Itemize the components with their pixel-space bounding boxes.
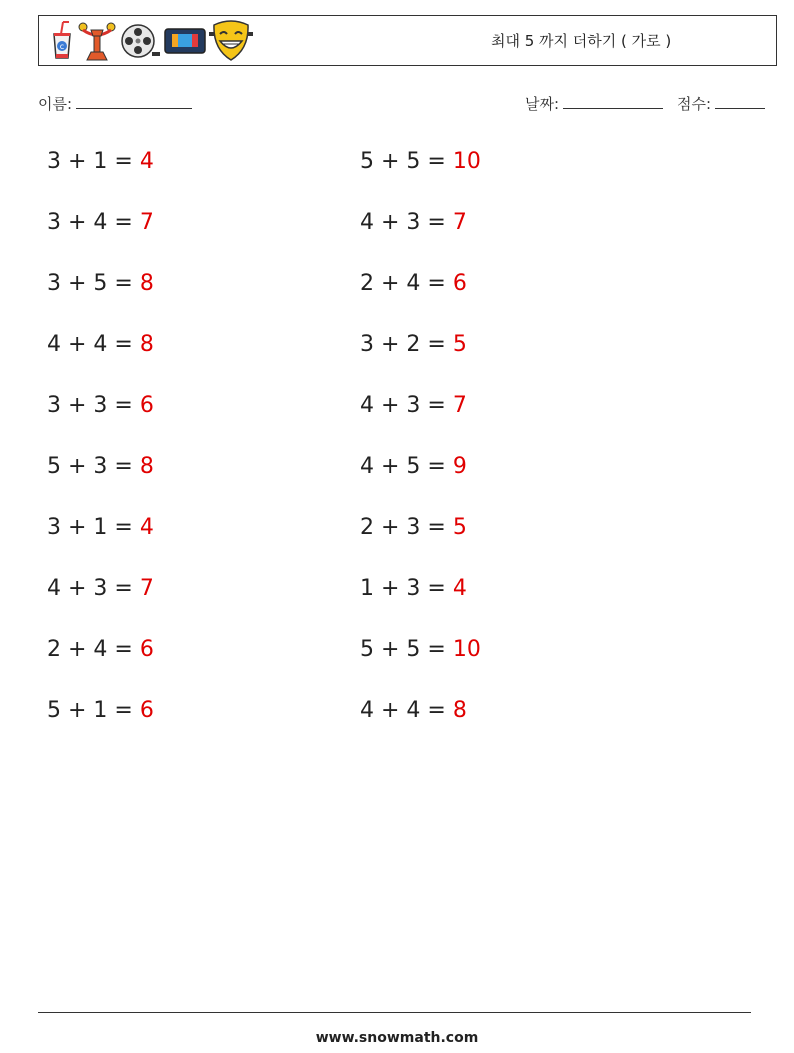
addend-a: 4 <box>47 576 61 601</box>
problem-left-2: 3 + 4 = 7 <box>47 210 154 235</box>
addend-a: 4 <box>47 332 61 357</box>
addend-a: 2 <box>360 515 374 540</box>
addend-b: 3 <box>93 393 108 418</box>
film-reel-icon <box>119 20 161 62</box>
addend-a: 3 <box>47 149 61 174</box>
answer: 6 <box>139 637 154 662</box>
addend-a: 5 <box>47 698 61 723</box>
date-blank[interactable] <box>563 94 663 109</box>
problem-left-8: 4 + 3 = 7 <box>47 576 154 601</box>
rope-barrier-icon <box>77 20 117 62</box>
addend-a: 3 <box>47 393 61 418</box>
svg-text:c: c <box>59 42 65 51</box>
answer: 4 <box>452 576 467 601</box>
problem-right-3: 2 + 4 = 6 <box>360 271 467 296</box>
addend-b: 5 <box>93 271 108 296</box>
answer: 10 <box>452 149 481 174</box>
addend-b: 4 <box>93 210 108 235</box>
problem-left-6: 5 + 3 = 8 <box>47 454 154 479</box>
problem-right-8: 1 + 3 = 4 <box>360 576 467 601</box>
name-field[interactable] <box>38 93 192 114</box>
addend-b: 3 <box>406 393 421 418</box>
footer-url[interactable]: www.snowmath.com <box>315 1030 479 1046</box>
answer: 8 <box>139 332 154 357</box>
addend-b: 3 <box>93 454 108 479</box>
addend-b: 4 <box>406 271 421 296</box>
addend-a: 3 <box>360 332 374 357</box>
addend-a: 4 <box>360 393 374 418</box>
answer: 7 <box>139 210 154 235</box>
addend-a: 5 <box>360 637 374 662</box>
problem-right-4: 3 + 2 = 5 <box>360 332 467 357</box>
problem-right-6: 4 + 5 = 9 <box>360 454 467 479</box>
addend-b: 1 <box>93 149 108 174</box>
addend-b: 4 <box>93 332 108 357</box>
answer: 4 <box>139 149 154 174</box>
name-label: 이름: <box>38 95 73 113</box>
addend-a: 2 <box>360 271 374 296</box>
answer: 6 <box>139 393 154 418</box>
addend-b: 3 <box>406 210 421 235</box>
answer: 9 <box>452 454 467 479</box>
footer-divider <box>38 1012 751 1013</box>
answer: 7 <box>139 576 154 601</box>
theater-mask-icon <box>209 19 253 63</box>
addend-a: 2 <box>47 637 61 662</box>
addend-b: 4 <box>406 698 421 723</box>
addend-a: 3 <box>47 515 61 540</box>
problem-left-7: 3 + 1 = 4 <box>47 515 154 540</box>
addend-b: 5 <box>406 454 421 479</box>
problem-left-4: 4 + 4 = 8 <box>47 332 154 357</box>
addend-a: 4 <box>360 698 374 723</box>
date-label: 날짜: <box>525 95 560 113</box>
soda-cup-icon <box>49 20 75 62</box>
problem-right-7: 2 + 3 = 5 <box>360 515 467 540</box>
answer: 7 <box>452 393 467 418</box>
problem-left-10: 5 + 1 = 6 <box>47 698 154 723</box>
addend-a: 4 <box>360 454 374 479</box>
addend-b: 5 <box>406 637 421 662</box>
addend-b: 1 <box>93 698 108 723</box>
problem-right-5: 4 + 3 = 7 <box>360 393 467 418</box>
answer: 5 <box>452 515 467 540</box>
addend-a: 5 <box>47 454 61 479</box>
problem-left-5: 3 + 3 = 6 <box>47 393 154 418</box>
answer: 4 <box>139 515 154 540</box>
answer: 10 <box>452 637 481 662</box>
addend-b: 2 <box>406 332 421 357</box>
problem-right-10: 4 + 4 = 8 <box>360 698 467 723</box>
addend-a: 1 <box>360 576 374 601</box>
problem-right-2: 4 + 3 = 7 <box>360 210 467 235</box>
addend-a: 4 <box>360 210 374 235</box>
answer: 8 <box>139 454 154 479</box>
problem-right-9: 5 + 5 = 10 <box>360 637 481 662</box>
worksheet-header <box>38 15 777 66</box>
worksheet-title: 최대 5 까지 더하기 ( 가로 ) <box>491 32 672 50</box>
problem-left-9: 2 + 4 = 6 <box>47 637 154 662</box>
addend-a: 3 <box>47 271 61 296</box>
addend-b: 1 <box>93 515 108 540</box>
score-label: 점수: <box>677 95 712 113</box>
answer: 7 <box>452 210 467 235</box>
problem-left-3: 3 + 5 = 8 <box>47 271 154 296</box>
addend-b: 3 <box>406 515 421 540</box>
date-field[interactable] <box>525 93 663 114</box>
answer: 6 <box>139 698 154 723</box>
addend-a: 3 <box>47 210 61 235</box>
answer: 8 <box>139 271 154 296</box>
video-tape-icon <box>163 20 207 62</box>
addend-b: 3 <box>406 576 421 601</box>
addend-b: 4 <box>93 637 108 662</box>
answer: 5 <box>452 332 467 357</box>
answer: 8 <box>452 698 467 723</box>
addend-b: 5 <box>406 149 421 174</box>
header-icons <box>49 19 253 63</box>
addend-a: 5 <box>360 149 374 174</box>
problem-right-1: 5 + 5 = 10 <box>360 149 481 174</box>
answer: 6 <box>452 271 467 296</box>
score-blank[interactable] <box>715 94 765 109</box>
score-field[interactable] <box>677 93 765 114</box>
addend-b: 3 <box>93 576 108 601</box>
problem-left-1: 3 + 1 = 4 <box>47 149 154 174</box>
name-blank[interactable] <box>76 94 192 109</box>
